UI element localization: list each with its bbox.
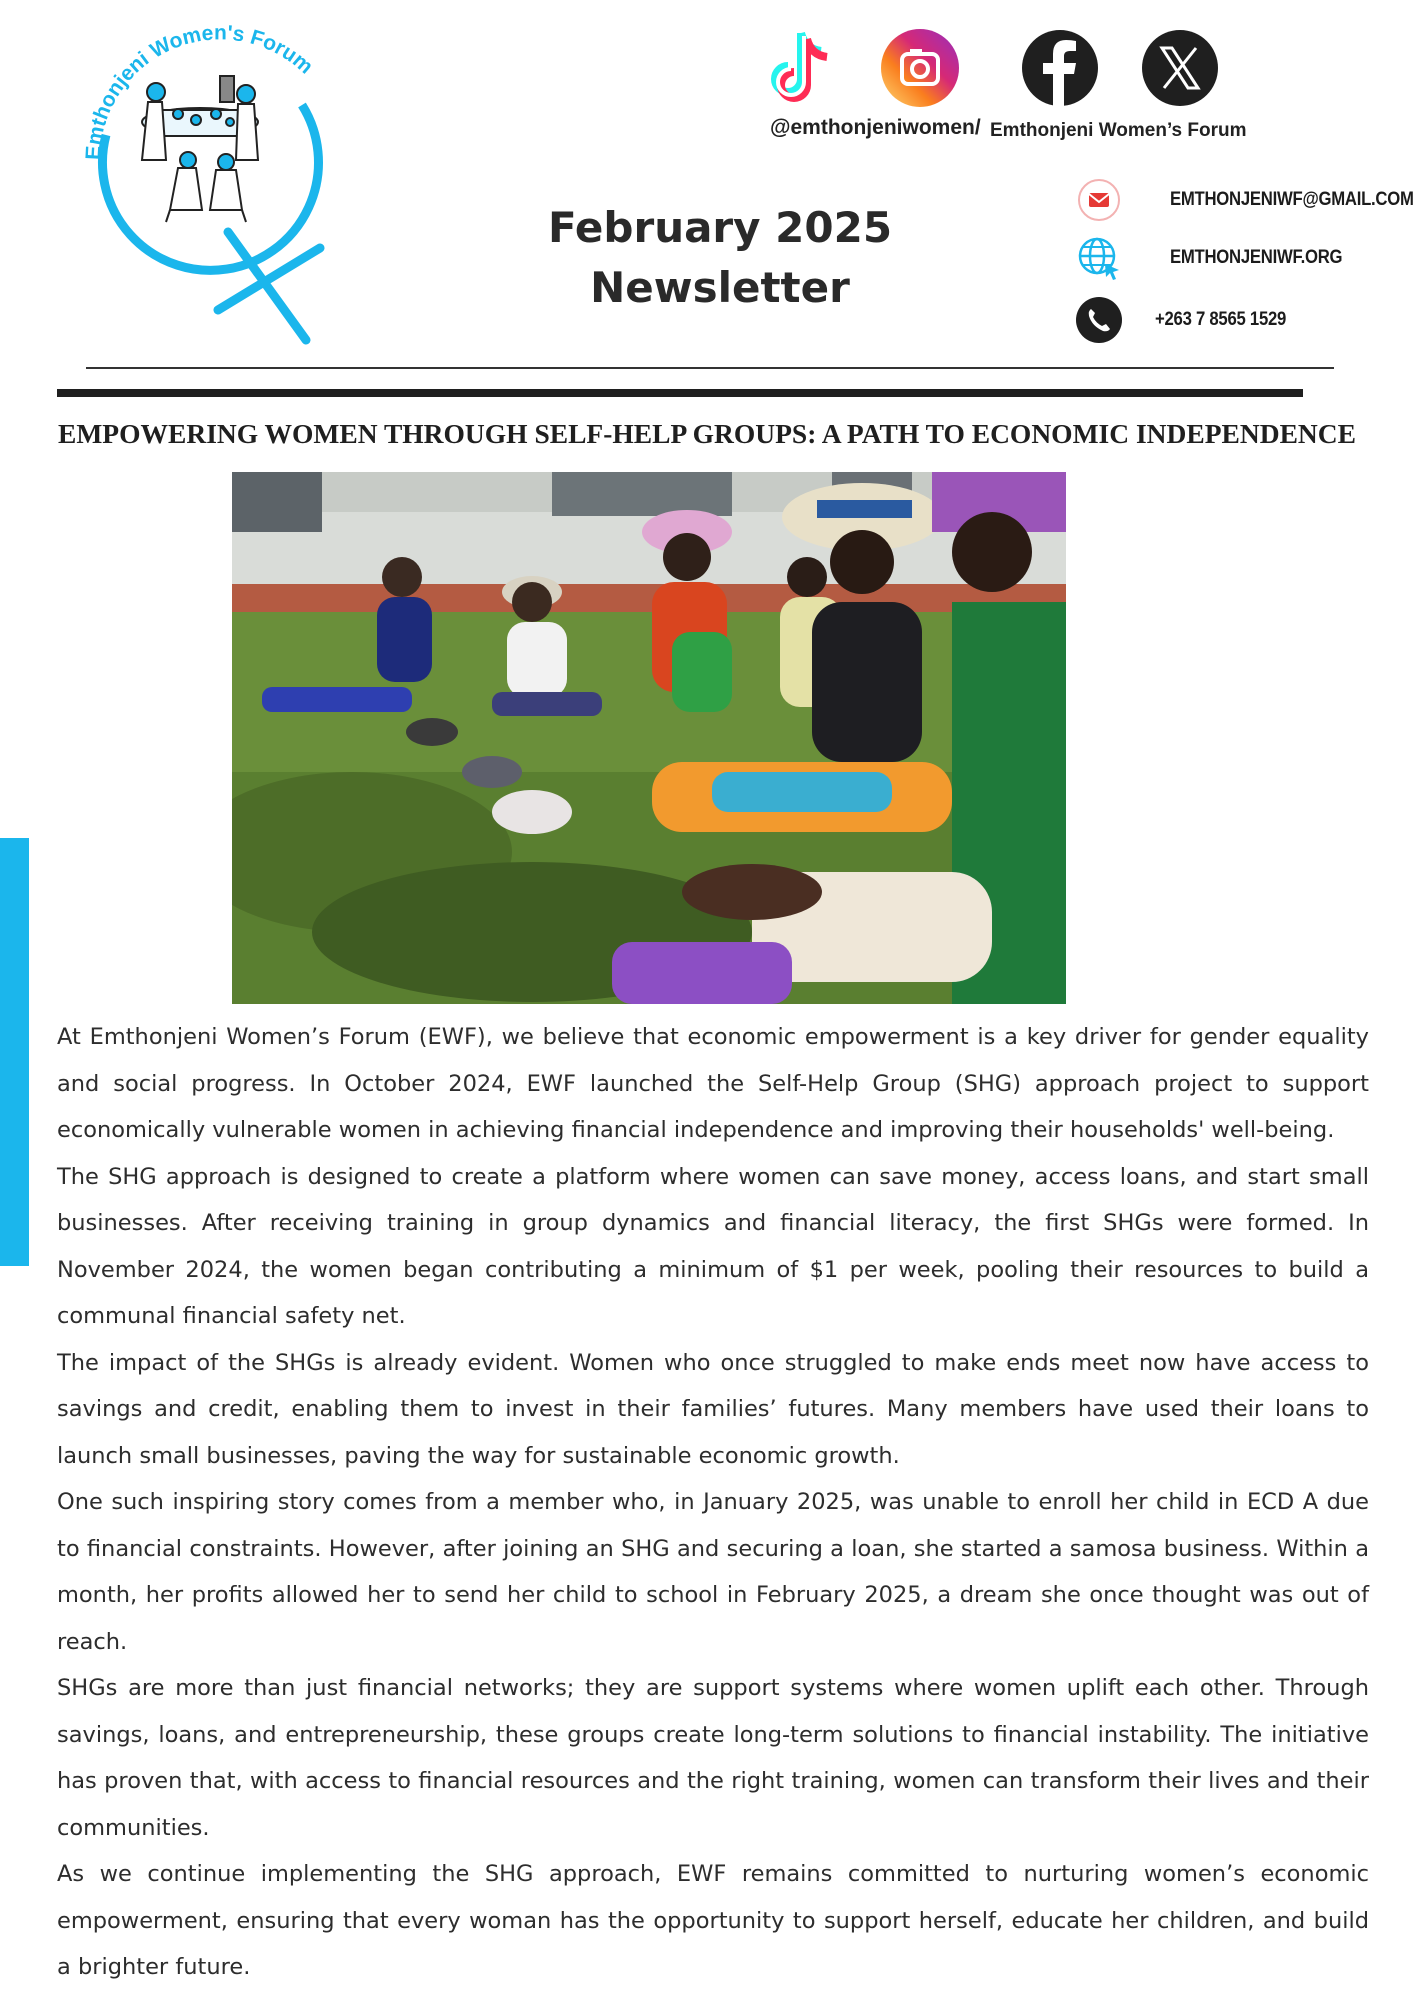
svg-text:Emthonjeni Women's Forum [82,21,317,160]
women-illustration [142,76,258,222]
phone-icon [1075,296,1123,344]
phone-number: +263 7 8565 1529 [1155,309,1287,330]
social-handle: @emthonjeniwomen/ [770,116,981,139]
email-icon [1075,176,1123,224]
divider-thick [57,389,1303,397]
logo-text: Emthonjeni Women's Forum [81,21,318,161]
email-address: EMTHONJENIWF@GMAIL.COM [1170,189,1414,210]
facebook-icon[interactable] [1020,28,1100,108]
forum-logo [70,10,350,350]
accent-bar [0,838,29,1266]
tiktok-icon[interactable] [760,28,840,108]
article-paragraph: The SHG approach is designed to create a platform where women can save money, access loans, and start small businesses. After receiving training in group dynamics and financial literacy, the first SHGs were formed. In November 2024, the women began contributing a minimum of $1 per week, pooling their resources to build a communal financial safety net. [57,1163,1369,1329]
x-icon[interactable] [1140,28,1220,108]
website-url: EMTHONJENIWF.ORG [1170,247,1343,268]
contact-email[interactable] [1075,176,1414,226]
article-headline: EMPOWERING WOMEN THROUGH SELF-HELP GROUPS: A PATH TO ECONOMIC INDEPENDENCE [58,418,1356,449]
divider-thin [86,367,1334,369]
title-newsletter: Newsletter [590,263,850,312]
article-paragraph: One such inspiring story comes from a member who, in January 2025, was unable to enroll her child in ECD A due to financial constraints. However, after joining an SHG and securing a loan, she started a samosa business. Within a month, her profits allowed her to send her child to school in February 2025, a dream she once thought was out of reach. [57,1489,1369,1655]
article-paragraph: As we continue implementing the SHG approach, EWF remains committed to nurturing women’s economic empowerment, ensuring that every woman has the opportunity to support herself, educate her children, and build a brighter future. [57,1861,1369,1980]
contact-phone[interactable] [1075,296,1405,346]
instagram-icon[interactable] [880,28,960,108]
article-body [57,1014,1369,1991]
contact-website[interactable] [1075,234,1405,284]
newsletter-title [520,198,920,318]
globe-icon [1075,234,1123,282]
social-page-name: Emthonjeni Women’s Forum [990,120,1247,141]
article-paragraph: SHGs are more than just financial networks; they are support systems where women uplift each other. Through savings, loans, and entrepreneurship, these groups create long-term solutions to financial instability. The initiative has proven that, with access to financial resources and the right training, women can transform their lives and their communities. [57,1675,1369,1841]
article-photo [232,472,1066,1004]
article-paragraph: At Emthonjeni Women’s Forum (EWF), we believe that economic empowerment is a key driver for gender equality and social progress. In October 2024, EWF launched the Self-Help Group (SHG) approach project to support economically vulnerable women in achieving financial independence and improving their households' well-being. [57,1024,1369,1143]
article-paragraph: The impact of the SHGs is already evident. Women who once struggled to make ends meet now have access to savings and credit, enabling them to invest in their families’ futures. Many members have used their loans to launch small businesses, paving the way for sustainable economic growth. [57,1349,1369,1469]
title-date: February 2025 [547,203,893,252]
